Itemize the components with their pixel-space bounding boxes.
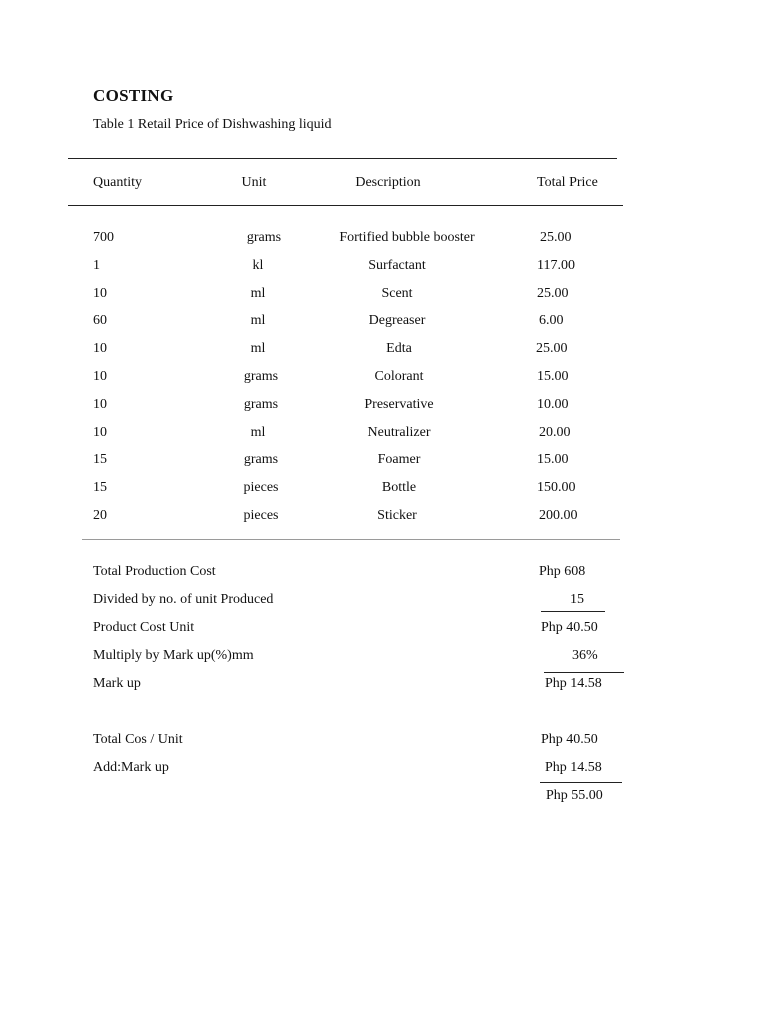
row-description: Scent — [381, 286, 413, 301]
row-quantity: 10 — [93, 397, 107, 412]
row-unit: ml — [250, 313, 266, 328]
divided-rule — [541, 611, 605, 612]
total-production-cost-label: Total Production Cost — [93, 564, 216, 579]
row-quantity: 700 — [93, 230, 114, 245]
row-price: 20.00 — [539, 425, 571, 440]
row-unit: pieces — [243, 508, 279, 523]
table-top-rule — [68, 158, 617, 159]
row-description: Fortified bubble booster — [339, 230, 475, 245]
product-cost-unit-value: Php 40.50 — [541, 620, 598, 635]
divided-value: 15 — [570, 592, 584, 607]
row-price: 15.00 — [537, 369, 569, 384]
row-quantity: 15 — [93, 480, 107, 495]
add-markup-label: Add:Mark up — [93, 760, 169, 775]
row-price: 25.00 — [537, 286, 569, 301]
row-price: 6.00 — [539, 313, 564, 328]
row-description: Preservative — [364, 397, 434, 412]
multiply-value: 36% — [572, 648, 598, 663]
markup-value: Php 14.58 — [545, 676, 602, 691]
row-description: Sticker — [377, 508, 417, 523]
markup-label: Mark up — [93, 676, 141, 691]
row-quantity: 15 — [93, 452, 107, 467]
header-total-price: Total Price — [537, 175, 598, 190]
row-quantity: 20 — [93, 508, 107, 523]
row-price: 200.00 — [539, 508, 578, 523]
row-description: Degreaser — [368, 313, 426, 328]
header-description: Description — [355, 175, 421, 190]
add-markup-value: Php 14.58 — [545, 760, 602, 775]
row-unit: grams — [243, 397, 279, 412]
header-bottom-rule — [68, 205, 623, 206]
divided-label: Divided by no. of unit Produced — [93, 592, 274, 607]
total-cos-unit-label: Total Cos / Unit — [93, 732, 183, 747]
final-total-value: Php 55.00 — [546, 788, 603, 803]
row-price: 25.00 — [540, 230, 572, 245]
row-unit: ml — [250, 286, 266, 301]
row-quantity: 60 — [93, 313, 107, 328]
row-description: Colorant — [374, 369, 424, 384]
row-unit: grams — [243, 452, 279, 467]
add-markup-rule — [540, 782, 622, 783]
row-unit: pieces — [243, 480, 279, 495]
total-production-cost-value: Php 608 — [539, 564, 586, 579]
row-price: 10.00 — [537, 397, 569, 412]
row-unit: ml — [250, 425, 266, 440]
header-unit: Unit — [241, 175, 267, 190]
table-caption: Table 1 Retail Price of Dishwashing liquid — [93, 117, 332, 132]
row-description: Foamer — [377, 452, 421, 467]
row-quantity: 10 — [93, 286, 107, 301]
total-cos-unit-value: Php 40.50 — [541, 732, 598, 747]
row-description: Neutralizer — [367, 425, 431, 440]
row-quantity: 10 — [93, 369, 107, 384]
row-description: Bottle — [381, 480, 417, 495]
row-price: 150.00 — [537, 480, 576, 495]
table-bottom-rule — [82, 539, 620, 540]
row-price: 25.00 — [536, 341, 568, 356]
row-description: Edta — [386, 341, 412, 356]
row-price: 15.00 — [537, 452, 569, 467]
row-quantity: 10 — [93, 341, 107, 356]
multiply-rule — [544, 672, 624, 673]
row-unit: ml — [250, 341, 266, 356]
row-quantity: 1 — [93, 258, 100, 273]
row-unit: grams — [246, 230, 282, 245]
row-price: 117.00 — [537, 258, 575, 273]
multiply-label: Multiply by Mark up(%)mm — [93, 648, 254, 663]
header-quantity: Quantity — [93, 175, 142, 190]
row-quantity: 10 — [93, 425, 107, 440]
row-unit: grams — [243, 369, 279, 384]
product-cost-unit-label: Product Cost Unit — [93, 620, 195, 635]
row-description: Surfactant — [368, 258, 426, 273]
costing-heading: COSTING — [93, 86, 174, 105]
row-unit: kl — [252, 258, 264, 273]
